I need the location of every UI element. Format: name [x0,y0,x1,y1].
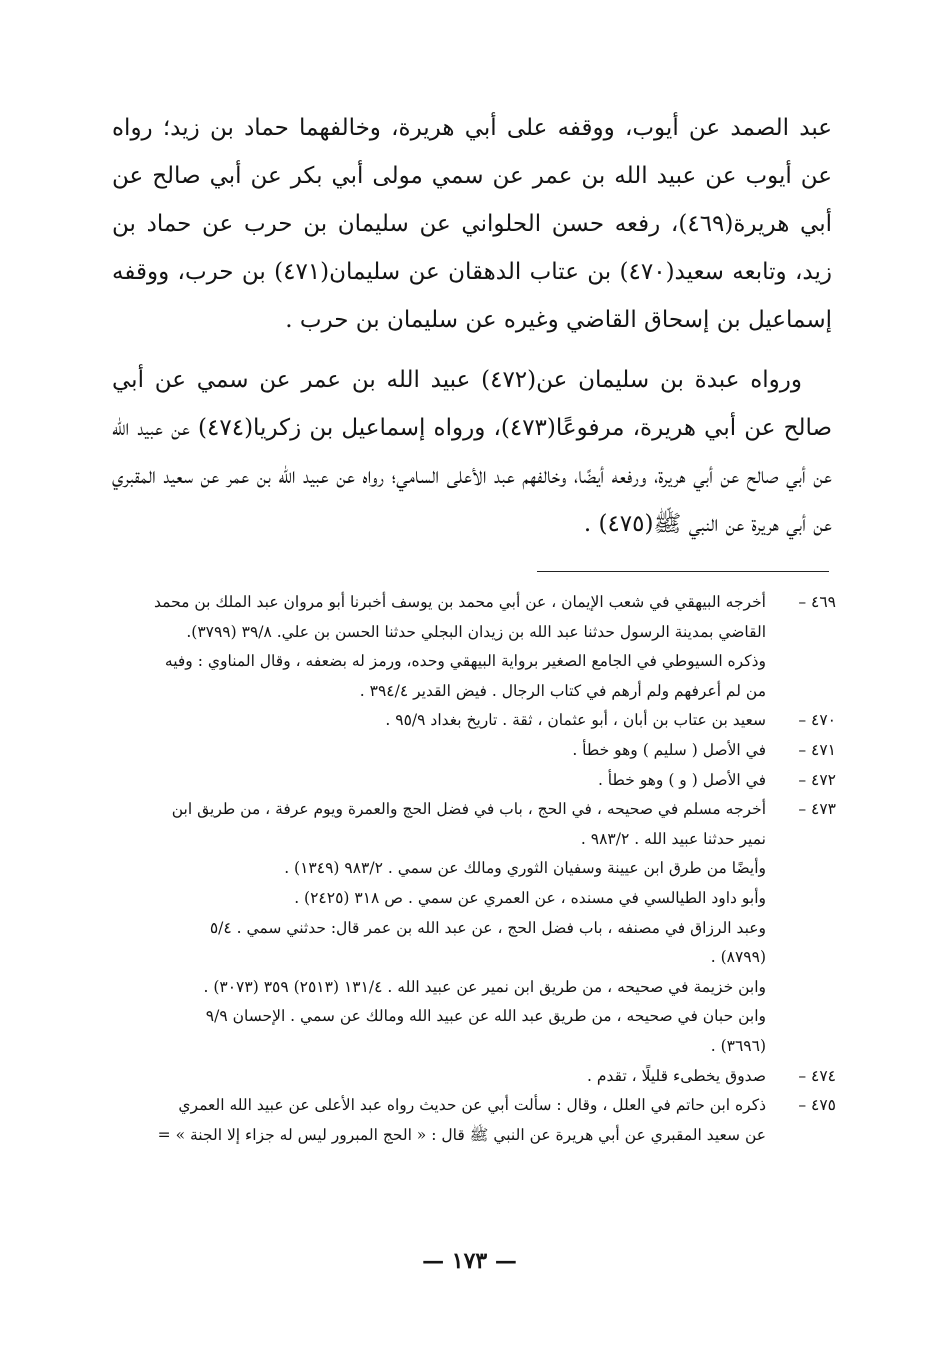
text-line: عن أبي هريرة، ورفعه أيضًا، وخالفهم عبد الأعلى السامي؛ رواه عن عبيد الله بن [256,463,740,489]
footnote-text [110,1062,766,1092]
footnote-line: في الأصل ( و ) وهو خطأ . [597,770,766,789]
footnote-number: ٤٦٩ – [798,593,836,611]
footnote-472 [110,766,836,796]
footnote-line: القاضي بمدينة الرسول حدثنا عبد الله بن زيدان البجلي حدثنا الحسن بن علي. ٣٩/٨ (٣٧٩٩). [186,622,766,641]
footnote-number: ٤٧٢ – [798,770,836,789]
text-line: عمر عن سعيد المقبري عن أبي هريرة عن النبي ﷺ(٤٧٥) . [112,463,832,537]
footnote-line: عن سعيد المقبري عن أبي هريرة عن النبي ﷺ قال : « الحج المبرور ليس له جزاء إلا الجنة » = [157,1125,766,1144]
footnotes [110,588,836,1150]
footnote-text [110,736,766,766]
footnote-separator [537,571,829,572]
footnote-line: في الأصل ( سليم ) وهو خطأ . [572,740,766,759]
footnote-470 [110,706,836,736]
text-line: عبد الصمد عن أيوب، ووقفه على أبي هريرة، وخالفهما حماد بن زيد؛ رواه عن [112,115,832,189]
footnote-number: ٤٧٣ – [798,800,836,819]
footnote-line: صدوق يخطىء قليلًا ، تقدم . [587,1066,766,1085]
footnote-line: وعبد الرزاق في مصنفه ، باب فضل الحج ، عن عبد الله بن عمر قال: حدثني سمي . ٥/٤ [209,918,766,937]
text-line: وتابعه سعيد(٤٧٠) بن عتاب الدهقان عن سليمان(٤٧١) بن حرب، ووقفه [112,259,787,285]
footnote-text [110,795,766,1061]
footnote-line: من لم أعرفهم ولم أرهم في كتاب الرجال . فيض القدير ٣٩٤/٤ . [359,681,766,700]
footnote-471 [110,736,836,766]
footnote-line: وذكره السيوطي في الجامع الصغير برواية البيهقي وحده، ورمز له بضعفه ، وقال المناوي : وفيه [164,652,766,671]
page-number: — ١٧٣ — [422,1248,517,1274]
footnote-line: سعيد بن عتاب بن أبان ، أبو عثمان ، ثقة . تاريخ بغداد ٩٥/٩ . [385,711,766,730]
footnote-line: أخرجه البيهقي في شعب الإيمان ، عن أبي محمد بن يوسف أخبرنا أبو مروان عبد الملك بن محمد [154,593,766,611]
text-line: ورواه عبدة بن سليمان عن(٤٧٢) عبيد الله بن عمر عن سمي عن أبي صالح عن [112,367,833,441]
main-paragraph-1 [112,104,832,344]
footnote-text [110,706,766,736]
text-line: أبي هريرة، مرفوعًا(٤٧٣)، ورواه إسماعيل بن زكريا(٤٧٤) عن عبيد الله عن أبي صالح [112,415,832,489]
footnote-line: وابن خزيمة في صحيحه ، من طريق ابن نمير عن عبيد الله . ١٣١/٤ (٢٥١٣) ٣٥٩ (٣٠٧٣) . [203,977,766,996]
footnote-473 [110,795,836,1061]
footnote-469 [110,588,836,706]
footnote-line: (٣٦٩٦) . [710,1036,766,1055]
footnote-text [110,1091,766,1150]
text-line: أيوب عن عبيد الله بن عمر عن سمي مولى أبي بكر عن أبي صالح عن [112,163,792,189]
footnote-line: أخرجه مسلم في صحيحه ، في الحج ، باب في فضل الحج والعمرة ويوم عرفة ، من طريق ابن [171,800,766,819]
footnote-line: (٨٧٩٩) . [710,948,766,967]
footnote-474 [110,1062,836,1092]
footnote-line: ذكره ابن حاتم في العلل ، وقال : سألت أبي عن حديث رواه عبد الأعلى عن عبيد الله العمري [178,1096,766,1115]
footnote-475 [110,1091,836,1150]
footnote-line: وابن حبان في صحيحه ، من طريق عبد الله عن عبيد الله ومالك عن سمي . الإحسان ٩/٩ [205,1007,766,1026]
footnote-number: ٤٧٠ – [798,711,836,730]
footnote-line: نمير حدثنا عبيد الله . ٩٨٣/٢ . [580,829,766,848]
footnote-text [110,588,766,706]
footnote-number: ٤٧٥ – [798,1096,836,1115]
footnote-number: ٤٧١ – [798,740,836,759]
footnote-text [110,766,766,796]
footnote-number: ٤٧٤ – [798,1066,836,1085]
text-line: أبي هريرة(٤٦٩)، رفعه حسن الحلواني عن سليمان بن حرب عن حماد بن زيد، [112,211,833,285]
main-paragraph-2 [112,356,832,548]
text-line: إسماعيل بن إسحاق القاضي وغيره عن سليمان بن حرب . [285,307,832,333]
main-text [112,104,832,548]
footnote-line: وأيضًا من طرق ابن عيينة وسفيان الثوري ومالك عن سمي . ٩٨٣/٢ (١٣٤٩) . [284,859,766,878]
footnote-line: وأبو داود الطيالسي في مسنده ، عن العمري عن سمي . ص ٣١٨ (٢٤٢٥) . [294,888,766,907]
